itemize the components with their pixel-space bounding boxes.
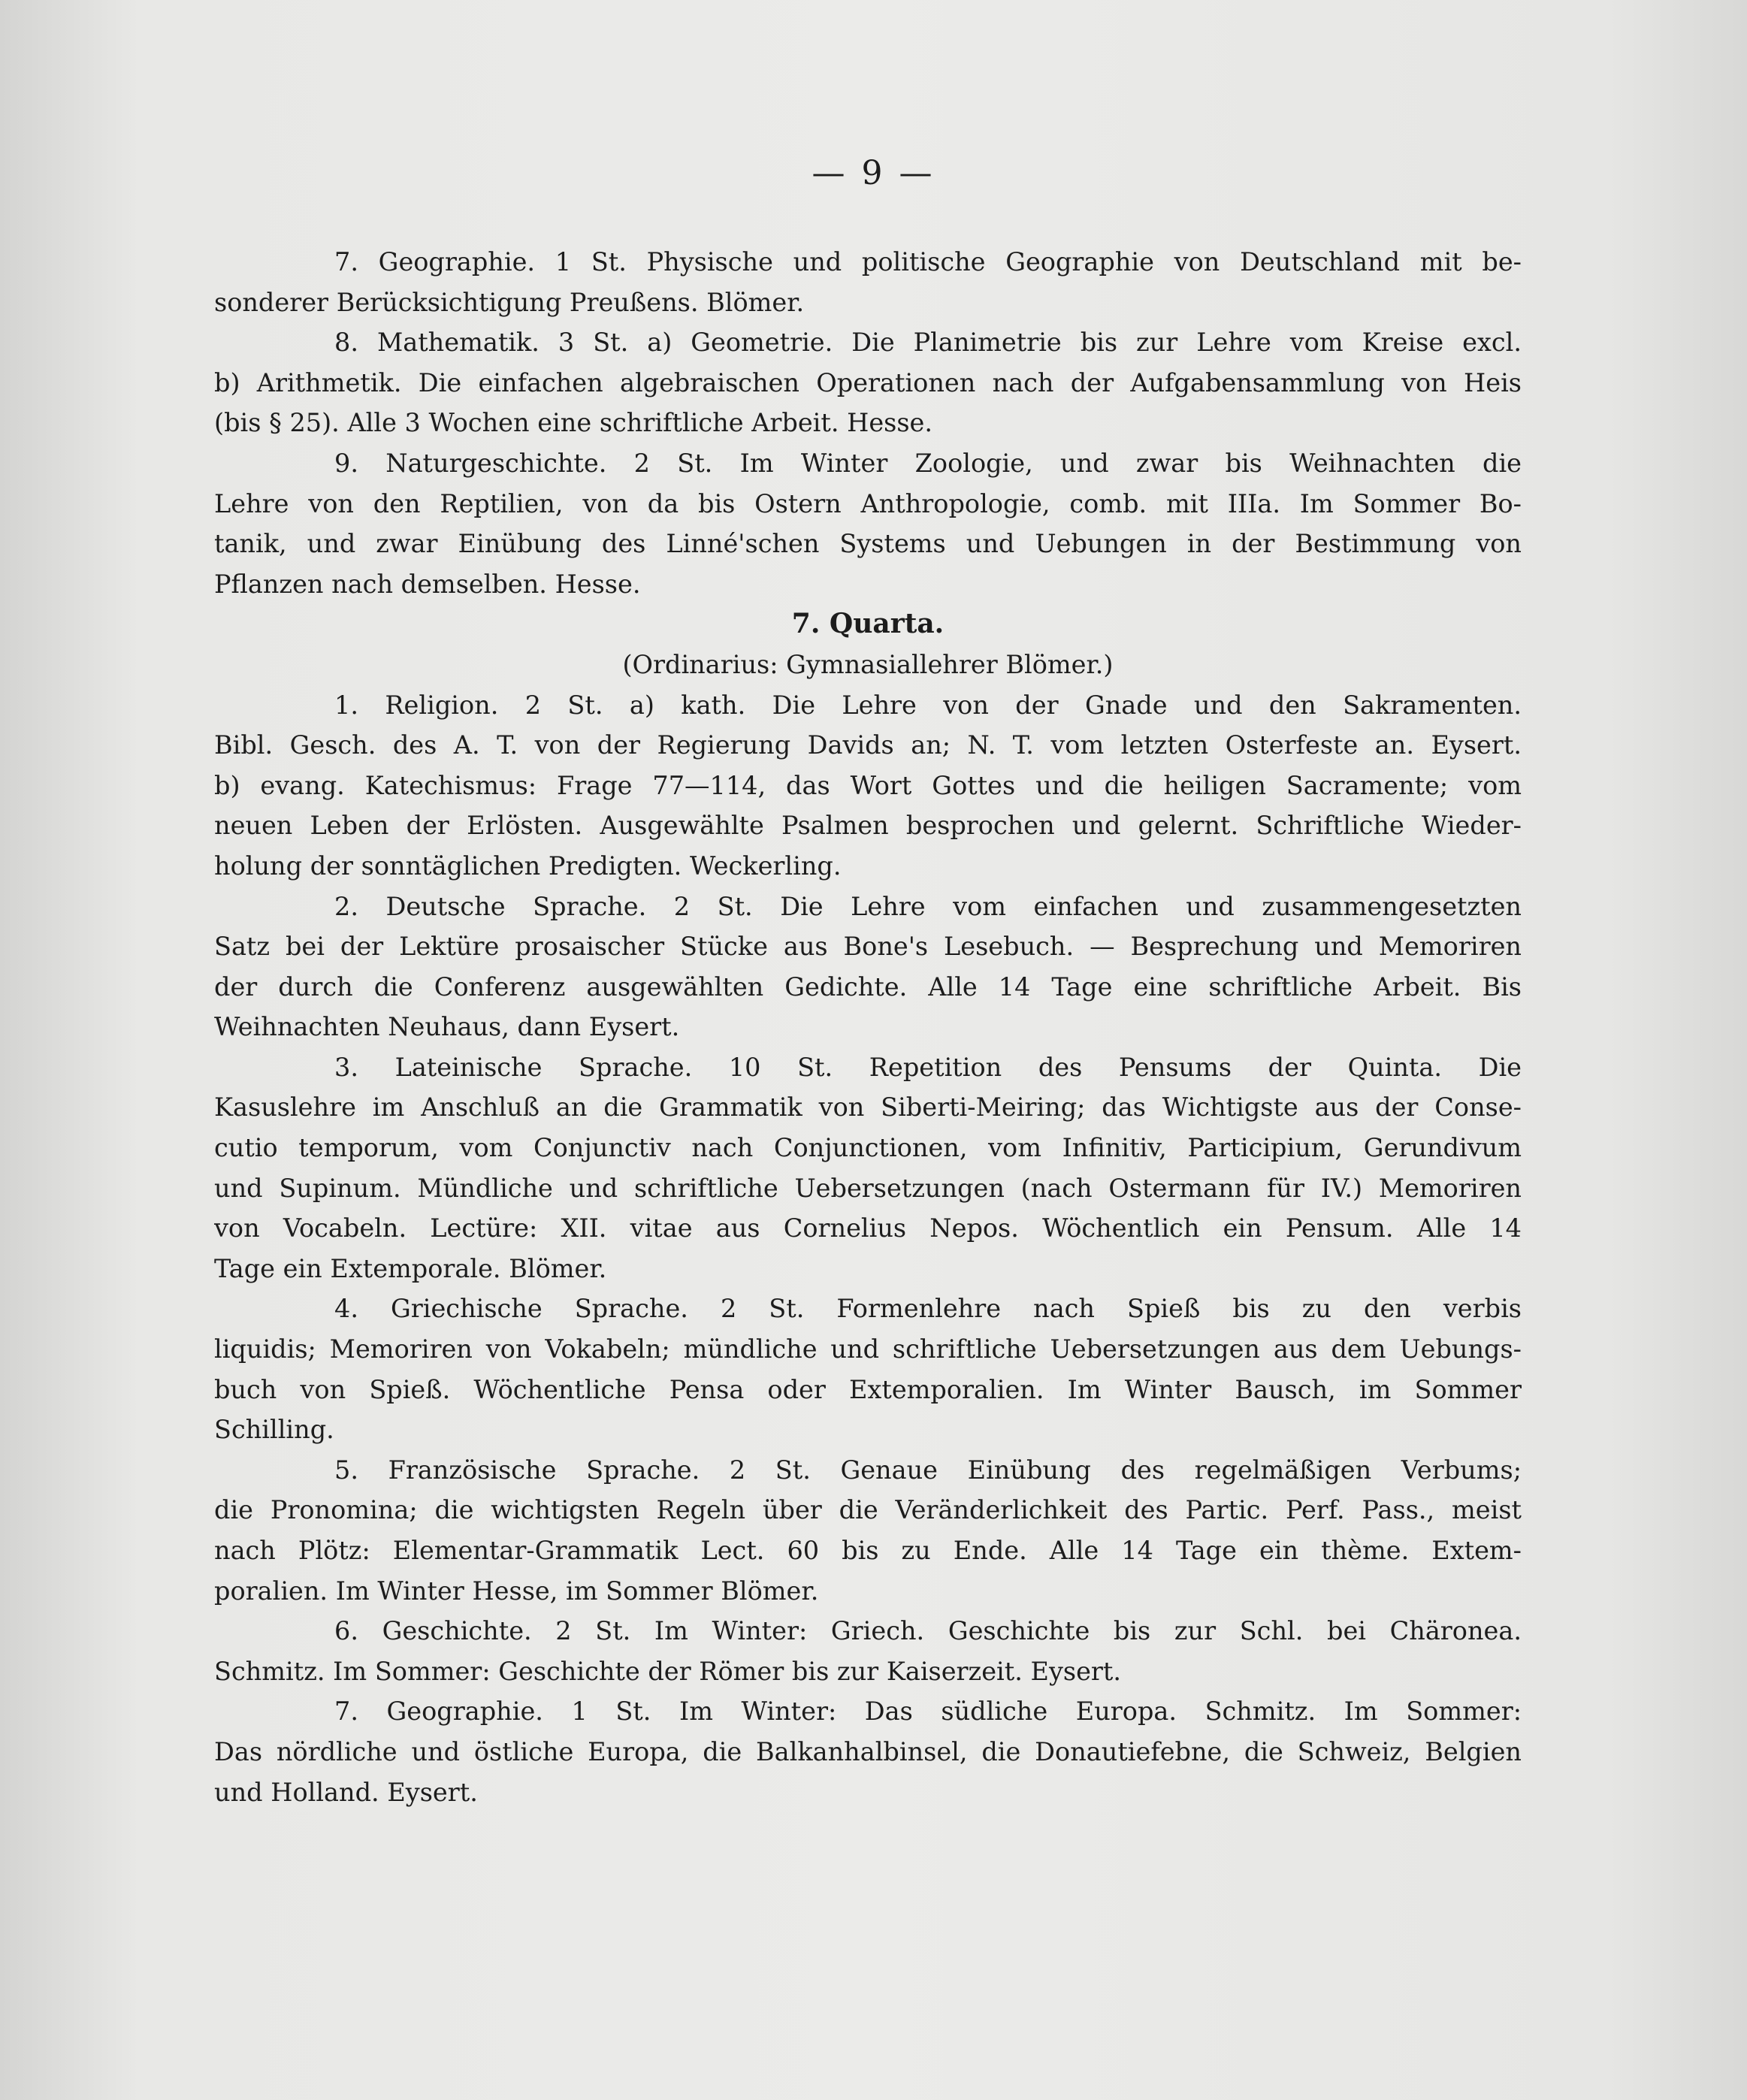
text-line: 8. Mathematik. 3 St. a) Geometrie. Die Planimetrie bis zur Lehre vom Kreise excl. xyxy=(334,328,1522,358)
text-line: b) evang. Katechismus: Frage 77—114, das Wort Gottes und die heiligen Sacramente; vom xyxy=(214,770,1522,800)
text-line: der durch die Conferenz ausgewählten Gedichte. Alle 14 Tage eine schriftliche Arbeit. Bis xyxy=(214,971,1522,1002)
text-line: tanik, und zwar Einübung des Linné'schen Systems und Uebungen in der Bestimmung von xyxy=(214,529,1522,559)
text-line: 4. Griechische Sprache. 2 St. Formenlehre nach Spieß bis zu den verbis xyxy=(334,1294,1522,1324)
text-line: poralien. Im Winter Hesse, im Sommer Blömer. xyxy=(214,1576,819,1606)
text-line: Schilling. xyxy=(214,1415,334,1445)
text-line: Weihnachten Neuhaus, dann Eysert. xyxy=(214,1012,680,1042)
text-line: Lehre von den Reptilien, von da bis Ostern Anthropologie, comb. mit IIIa. Im Sommer Bo- xyxy=(214,488,1522,518)
text-line: neuen Leben der Erlösten. Ausgewählte Psalmen besprochen und gelernt. Schriftliche Wieder- xyxy=(214,811,1522,841)
text-line: (Ordinarius: Gymnasiallehrer Blömer.) xyxy=(622,649,1114,679)
text-line: Pflanzen nach demselben. Hesse. xyxy=(214,569,641,599)
text-line: cutio temporum, vom Conjunctiv nach Conjunctionen, vom Infinitiv, Participium, Gerundivum xyxy=(214,1133,1522,1163)
text-line: Bibl. Gesch. des A. T. von der Regierung Davids an; N. T. vom letzten Osterfeste an. Eysert. xyxy=(214,730,1522,760)
text-line: holung der sonntäglichen Predigten. Weckerling. xyxy=(214,851,842,881)
text-line: Kasuslehre im Anschluß an die Grammatik von Siberti-Meiring; das Wichtigste aus der Conse- xyxy=(214,1092,1522,1123)
section-heading: 7. Quarta. xyxy=(791,608,945,640)
text-line: 5. Französische Sprache. 2 St. Genaue Einübung des regelmäßigen Verbums; xyxy=(334,1455,1522,1485)
text-line: nach Plötz: Elementar-Grammatik Lect. 60 bis zu Ende. Alle 14 Tage ein thème. Extem- xyxy=(214,1536,1522,1565)
text-line: liquidis; Memoriren von Vokabeln; mündliche und schriftliche Uebersetzungen aus dem Uebungs- xyxy=(214,1334,1522,1364)
text-line: sonderer Berücksichtigung Preußens. Blömer. xyxy=(214,287,805,317)
text-line: 1. Religion. 2 St. a) kath. Die Lehre von der Gnade und den Sakramenten. xyxy=(334,690,1522,720)
text-line: b) Arithmetik. Die einfachen algebraischen Operationen nach der Aufgabensammlung von Heis xyxy=(214,367,1522,397)
text-line: von Vocabeln. Lectüre: XII. vitae aus Cornelius Nepos. Wöchentlich ein Pensum. Alle 14 xyxy=(214,1213,1522,1243)
text-line: und Holland. Eysert. xyxy=(214,1777,478,1807)
text-line: Schmitz. Im Sommer: Geschichte der Römer bis zur Kaiserzeit. Eysert. xyxy=(214,1656,1122,1686)
text-line: 7. Geographie. 1 St. Im Winter: Das südliche Europa. Schmitz. Im Sommer: xyxy=(334,1697,1522,1727)
text-line: 7. Geographie. 1 St. Physische und politische Geographie von Deutschland mit be- xyxy=(334,247,1522,276)
text-line: und Supinum. Mündliche und schriftliche Uebersetzungen (nach Ostermann für IV.) Memoriren xyxy=(214,1173,1522,1203)
text-line: (bis § 25). Alle 3 Wochen eine schriftliche Arbeit. Hesse. xyxy=(214,408,933,438)
text-line: Tage ein Extemporale. Blömer. xyxy=(214,1253,607,1283)
text-line: 2. Deutsche Sprache. 2 St. Die Lehre vom einfachen und zusammengesetzten xyxy=(334,891,1522,921)
body-text xyxy=(214,242,1522,1812)
text-line: Satz bei der Lektüre prosaischer Stücke aus Bone's Lesebuch. — Besprechung und Memoriren xyxy=(214,932,1522,962)
text-line: 9. Naturgeschichte. 2 St. Im Winter Zoologie, und zwar bis Weihnachten die xyxy=(334,448,1522,478)
page-number: — 9 — xyxy=(812,154,935,192)
text-line: 3. Lateinische Sprache. 10 St. Repetition des Pensums der Quinta. Die xyxy=(334,1052,1522,1082)
text-line: Das nördliche und östliche Europa, die Balkanhalbinsel, die Donautiefebne, die Schweiz, Belgien xyxy=(214,1736,1522,1766)
text-line: buch von Spieß. Wöchentliche Pensa oder Extemporalien. Im Winter Bausch, im Sommer xyxy=(214,1374,1522,1404)
text-line: die Pronomina; die wichtigsten Regeln über die Veränderlichkeit des Partic. Perf. Pass., meist xyxy=(214,1495,1522,1525)
text-line: 6. Geschichte. 2 St. Im Winter: Griech. Geschichte bis zur Schl. bei Chäronea. xyxy=(334,1616,1522,1646)
